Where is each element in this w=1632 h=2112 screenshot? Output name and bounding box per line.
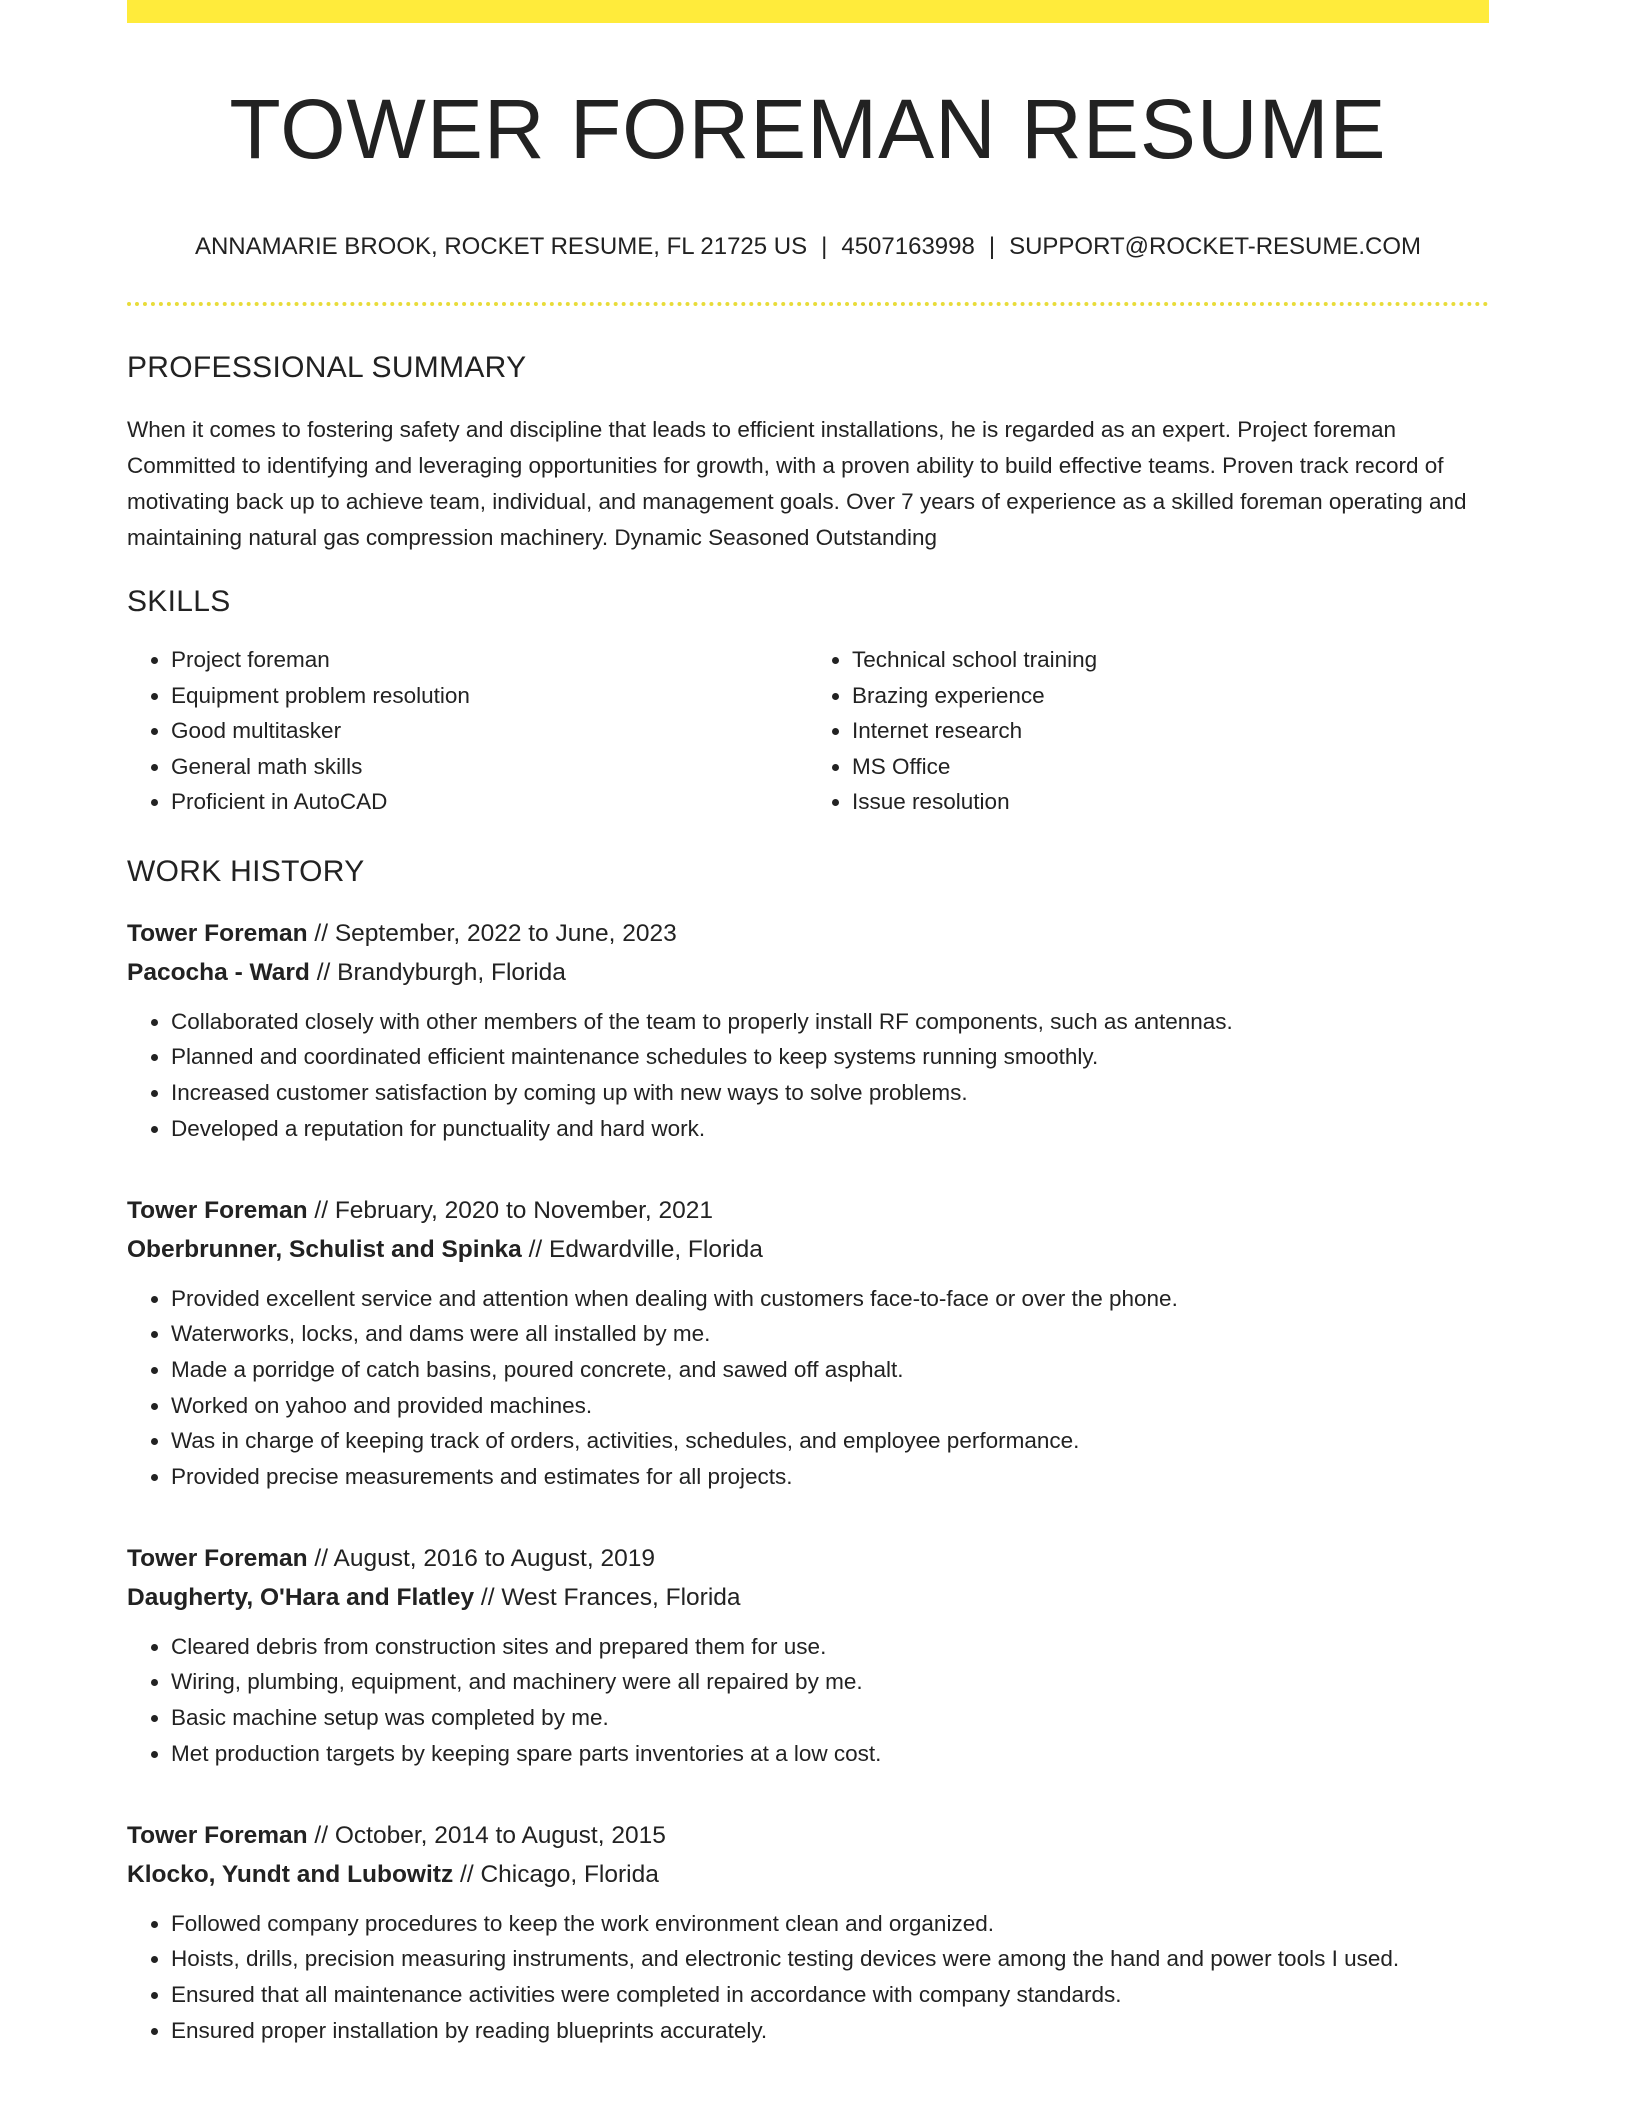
contact-separator: |: [988, 233, 996, 261]
summary-text: When it comes to fostering safety and discipline that leads to efficient installations, he is regarded as an expert. Project foreman Committed to identifying and leveraging opportunities for growth, with a proven ability to build effective teams. Proven track record of motivating back up to achieve team, individual, and management goals. Over 7 years of experience as a skilled foreman operating and maintaining natural gas compression machinery. Dynamic Seasoned Outstanding: [127, 417, 1467, 551]
resume-page: [127, 0, 1489, 2048]
skill-item: • Internet research: [852, 713, 1489, 749]
skill-item: • Technical school training: [852, 642, 1489, 678]
skill-item: • Good multitasker: [171, 713, 808, 749]
job-location: // West Frances, Florida: [474, 1583, 741, 1611]
skill-item: • Proficient in AutoCAD: [171, 784, 808, 820]
job-title-line: [127, 1539, 1489, 1578]
job-company: Klocko, Yundt and Lubowitz: [127, 1860, 454, 1888]
job-bullet: • Increased customer satisfaction by coming up with new ways to solve problems.: [171, 1075, 1489, 1111]
work-history-heading: WORK HISTORY: [127, 854, 365, 888]
job-location: // Edwardville, Florida: [521, 1235, 763, 1263]
job-title-line: [127, 914, 1489, 953]
job-company: Daugherty, O'Hara and Flatley: [127, 1583, 475, 1611]
job-entry: [127, 1191, 1489, 1495]
job-bullet: • Basic machine setup was completed by me.: [171, 1700, 1489, 1736]
job-bullet: • Followed company procedures to keep the work environment clean and organized.: [171, 1906, 1489, 1942]
accent-bar: [127, 0, 1489, 23]
job-bullets: [127, 1906, 1489, 2049]
job-entry: [127, 1539, 1489, 1772]
job-location: // Chicago, Florida: [453, 1860, 659, 1888]
contact-phone: 4507163998: [841, 233, 975, 261]
job-bullet: • Worked on yahoo and provided machines.: [171, 1388, 1489, 1424]
skill-item: • MS Office: [852, 749, 1489, 785]
job-bullet: • Ensured proper installation by reading blueprints accurately.: [171, 2013, 1489, 2049]
job-dates: // September, 2022 to June, 2023: [307, 919, 677, 947]
skills-column-right: [808, 642, 1489, 820]
job-bullet: • Provided precise measurements and estimates for all projects.: [171, 1459, 1489, 1495]
job-company: Pacocha - Ward: [127, 958, 310, 986]
job-dates: // August, 2016 to August, 2019: [307, 1544, 655, 1572]
skill-item: • General math skills: [171, 749, 808, 785]
job-bullet: • Planned and coordinated efficient maintenance schedules to keep systems running smoothly.: [171, 1039, 1489, 1075]
job-company-line: [127, 953, 1489, 992]
job-bullet: • Waterworks, locks, and dams were all installed by me.: [171, 1316, 1489, 1352]
contact-address: ANNAMARIE BROOK, ROCKET RESUME, FL 21725 US: [194, 233, 808, 261]
skill-item: • Project foreman: [171, 642, 808, 678]
skills-list: [127, 642, 1489, 820]
job-title-line: [127, 1191, 1489, 1230]
contact-line: [127, 233, 1489, 262]
contact-separator: |: [821, 233, 828, 261]
job-bullet: • Provided excellent service and attention when dealing with customers face-to-face or over the phone.: [171, 1281, 1489, 1317]
job-title: Tower Foreman: [127, 1821, 308, 1849]
skill-item: • Equipment problem resolution: [171, 678, 808, 714]
summary-heading: PROFESSIONAL SUMMARY: [127, 351, 527, 385]
skills-column-left: [127, 642, 808, 820]
job-bullet: • Wiring, plumbing, equipment, and machinery were all repaired by me.: [171, 1664, 1489, 1700]
job-bullet: • Made a porridge of catch basins, poured concrete, and sawed off asphalt.: [171, 1352, 1489, 1388]
job-dates: // October, 2014 to August, 2015: [307, 1821, 666, 1849]
job-bullets: [127, 1629, 1489, 1772]
job-entry: [127, 1816, 1489, 2049]
skills-heading: SKILLS: [127, 585, 231, 619]
job-bullet: • Cleared debris from construction sites and prepared them for use.: [171, 1629, 1489, 1665]
skill-item: • Brazing experience: [852, 678, 1489, 714]
job-location: // Brandyburgh, Florida: [309, 958, 566, 986]
job-bullet: • Collaborated closely with other members of the team to properly install RF components, such as antennas.: [171, 1004, 1489, 1040]
job-bullet: • Hoists, drills, precision measuring instruments, and electronic testing devices were among the hand and power tools I used.: [171, 1941, 1489, 1977]
job-company-line: [127, 1855, 1489, 1894]
job-bullets: [127, 1281, 1489, 1495]
job-entry: [127, 914, 1489, 1147]
contact-email: SUPPORT@ROCKET-RESUME.COM: [1009, 233, 1422, 261]
job-title: Tower Foreman: [127, 1196, 308, 1224]
job-company-line: [127, 1578, 1489, 1617]
header-divider: [127, 302, 1489, 306]
job-dates: // February, 2020 to November, 2021: [307, 1196, 713, 1224]
skill-item: • Issue resolution: [852, 784, 1489, 820]
job-bullets: [127, 1004, 1489, 1147]
job-bullet: • Was in charge of keeping track of orders, activities, schedules, and employee performance.: [171, 1423, 1489, 1459]
job-company: Oberbrunner, Schulist and Spinka: [127, 1235, 522, 1263]
job-company-line: [127, 1230, 1489, 1269]
job-bullet: • Ensured that all maintenance activities were completed in accordance with company standards.: [171, 1977, 1489, 2013]
job-title: Tower Foreman: [127, 1544, 308, 1572]
job-bullet: • Met production targets by keeping spare parts inventories at a low cost.: [171, 1736, 1489, 1772]
job-bullet: • Developed a reputation for punctuality and hard work.: [171, 1111, 1489, 1147]
job-title: Tower Foreman: [127, 919, 308, 947]
job-title-line: [127, 1816, 1489, 1855]
resume-title: TOWER FOREMAN RESUME: [229, 82, 1387, 176]
